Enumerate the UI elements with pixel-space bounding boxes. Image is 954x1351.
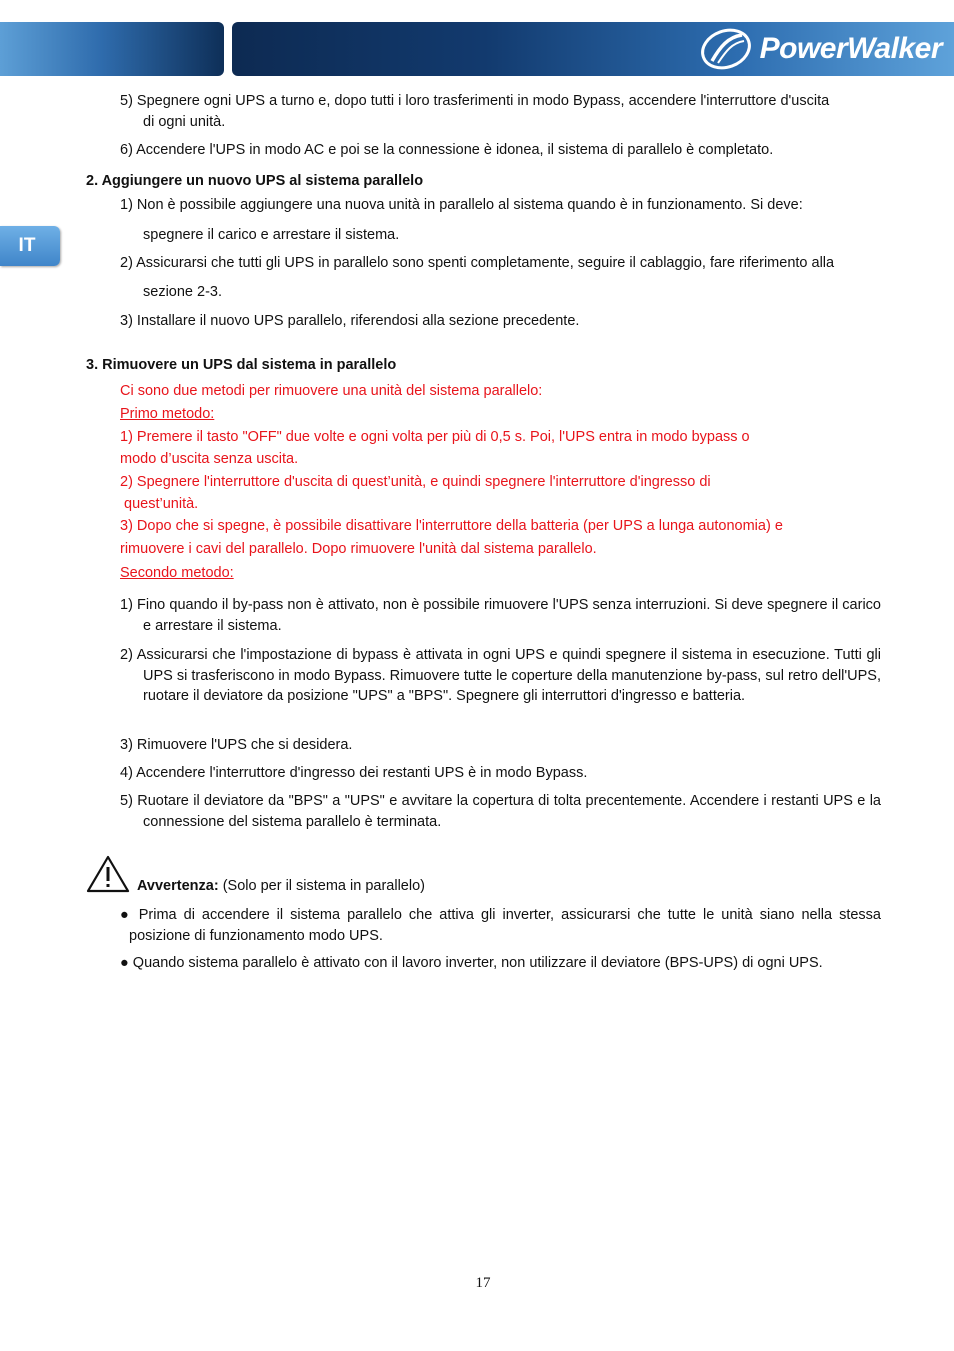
warning-bullet-2: ● Quando sistema parallelo è attivato con il lavoro inverter, non utilizzare il deviatore (BPS-UPS) di ogni UPS. <box>120 955 823 971</box>
warning-label: Avvertenza: <box>137 878 219 894</box>
section-2-heading: 2. Aggiungere un nuovo UPS al sistema parallelo <box>86 173 424 189</box>
method-intro: Ci sono due metodi per rimuovere una unità del sistema parallelo: <box>120 383 543 399</box>
step-line-1: 5) Spegnere ogni UPS a turno e, dopo tutti i loro trasferimenti in modo Bypass, accendere l'interruttore d'uscita <box>120 93 830 109</box>
section-3-heading: 3. Rimuovere un UPS dal sistema in parallelo <box>86 357 397 373</box>
method-1-title: Primo metodo: <box>120 406 215 422</box>
step-line-2: spegnere il carico e arrestare il sistema. <box>143 227 400 243</box>
step-line-1: 3) Installare il nuovo UPS parallelo, riferendosi alla sezione precedente. <box>120 313 580 329</box>
step-line-1: 6) Accendere l'UPS in modo AC e poi se la connessione è idonea, il sistema di parallelo è completato. <box>120 142 774 158</box>
method-1-step-3: 3) Dopo che si spegne, è possibile disattivare l'interruttore della batteria (per UPS a lunga autonomia) e <box>120 518 783 534</box>
warning-title <box>137 876 425 897</box>
intro-step-6 <box>120 140 881 161</box>
method-1-step-3-cont: rimuovere i cavi del parallelo. Dopo rimuovere l'unità dal sistema parallelo. <box>120 541 597 557</box>
header-bar-left <box>0 22 224 76</box>
warning-triangle-icon <box>86 855 130 893</box>
section-2-step-3 <box>120 311 881 332</box>
brand-name: PowerWalker <box>759 32 942 65</box>
step-line-2: di ogni unità. <box>143 114 226 130</box>
step-line-1: 1) Non è possibile aggiungere una nuova unità in parallelo al sistema quando è in funzionamento. Si deve: <box>120 197 803 213</box>
step-line-2: sezione 2-3. <box>143 284 222 300</box>
warning-note: (Solo per il sistema in parallelo) <box>218 878 425 894</box>
warning-bullet-1: ● Prima di accendere il sistema parallelo che attiva gli inverter, assicurarsi che tutte le unità siano nella stessa posizione di funzionamento modo UPS. <box>120 907 881 944</box>
method-2-step-5: 5) Ruotare il deviatore da "BPS" a "UPS" e avvitare la copertura di tolta precentemente. Accendere i restanti UPS e la connessione del sistema parallelo è terminata. <box>120 793 881 830</box>
section-2-step-1-cont <box>120 225 881 246</box>
method-2-title: Secondo metodo: <box>120 565 234 581</box>
language-tab: IT <box>0 226 60 266</box>
intro-step-5 <box>120 91 881 133</box>
method-2-step-3: 3) Rimuovere l'UPS che si desidera. <box>120 737 353 753</box>
method-2-step-4: 4) Accendere l'interruttore d'ingresso dei restanti UPS è in modo Bypass. <box>120 765 588 781</box>
section-2-step-2 <box>120 253 881 274</box>
step-line-1: 2) Assicurarsi che tutti gli UPS in parallelo sono spenti completamente, seguire il cablaggio, fare riferimento alla <box>120 255 835 271</box>
method-2-step-1: 1) Fino quando il by-pass non è attivato, non è possibile rimuovere l'UPS senza interruzioni. Si deve spegnere il carico e arrestare il sistema. <box>120 597 881 634</box>
method-2-step-2: 2) Assicurarsi che l'impostazione di bypass è attivata in ogni UPS e quindi spegnere il sistema in esecuzione. Tutti gli UPS si trasferiscono in modo Bypass. Rimuovere tutte le coperture della manutenzione by-pass, sul retro dell'UPS, ruotare il deviatore da posizione "UPS" a "BPS". Spegnere gli interruttori d'ingresso e batteria. <box>120 647 881 704</box>
page-number: 17 <box>475 1275 491 1291</box>
method-1-step-1-cont: modo d’uscita senza uscita. <box>120 451 299 467</box>
method-1-step-2-cont: quest’unità. <box>120 496 199 512</box>
powerwalker-swirl-icon <box>698 27 754 71</box>
method-1-step-1: 1) Premere il tasto "OFF" due volte e ogni volta per più di 0,5 s. Poi, l'UPS entra in modo bypass o <box>120 429 750 445</box>
section-2-step-2-cont <box>120 282 881 303</box>
method-1-step-2: 2) Spegnere l'interruttore d'uscita di quest’unità, e quindi spegnere l'interruttore d'ingresso di <box>120 474 711 490</box>
powerwalker-logo <box>698 26 942 72</box>
section-2-step-1 <box>120 195 881 216</box>
